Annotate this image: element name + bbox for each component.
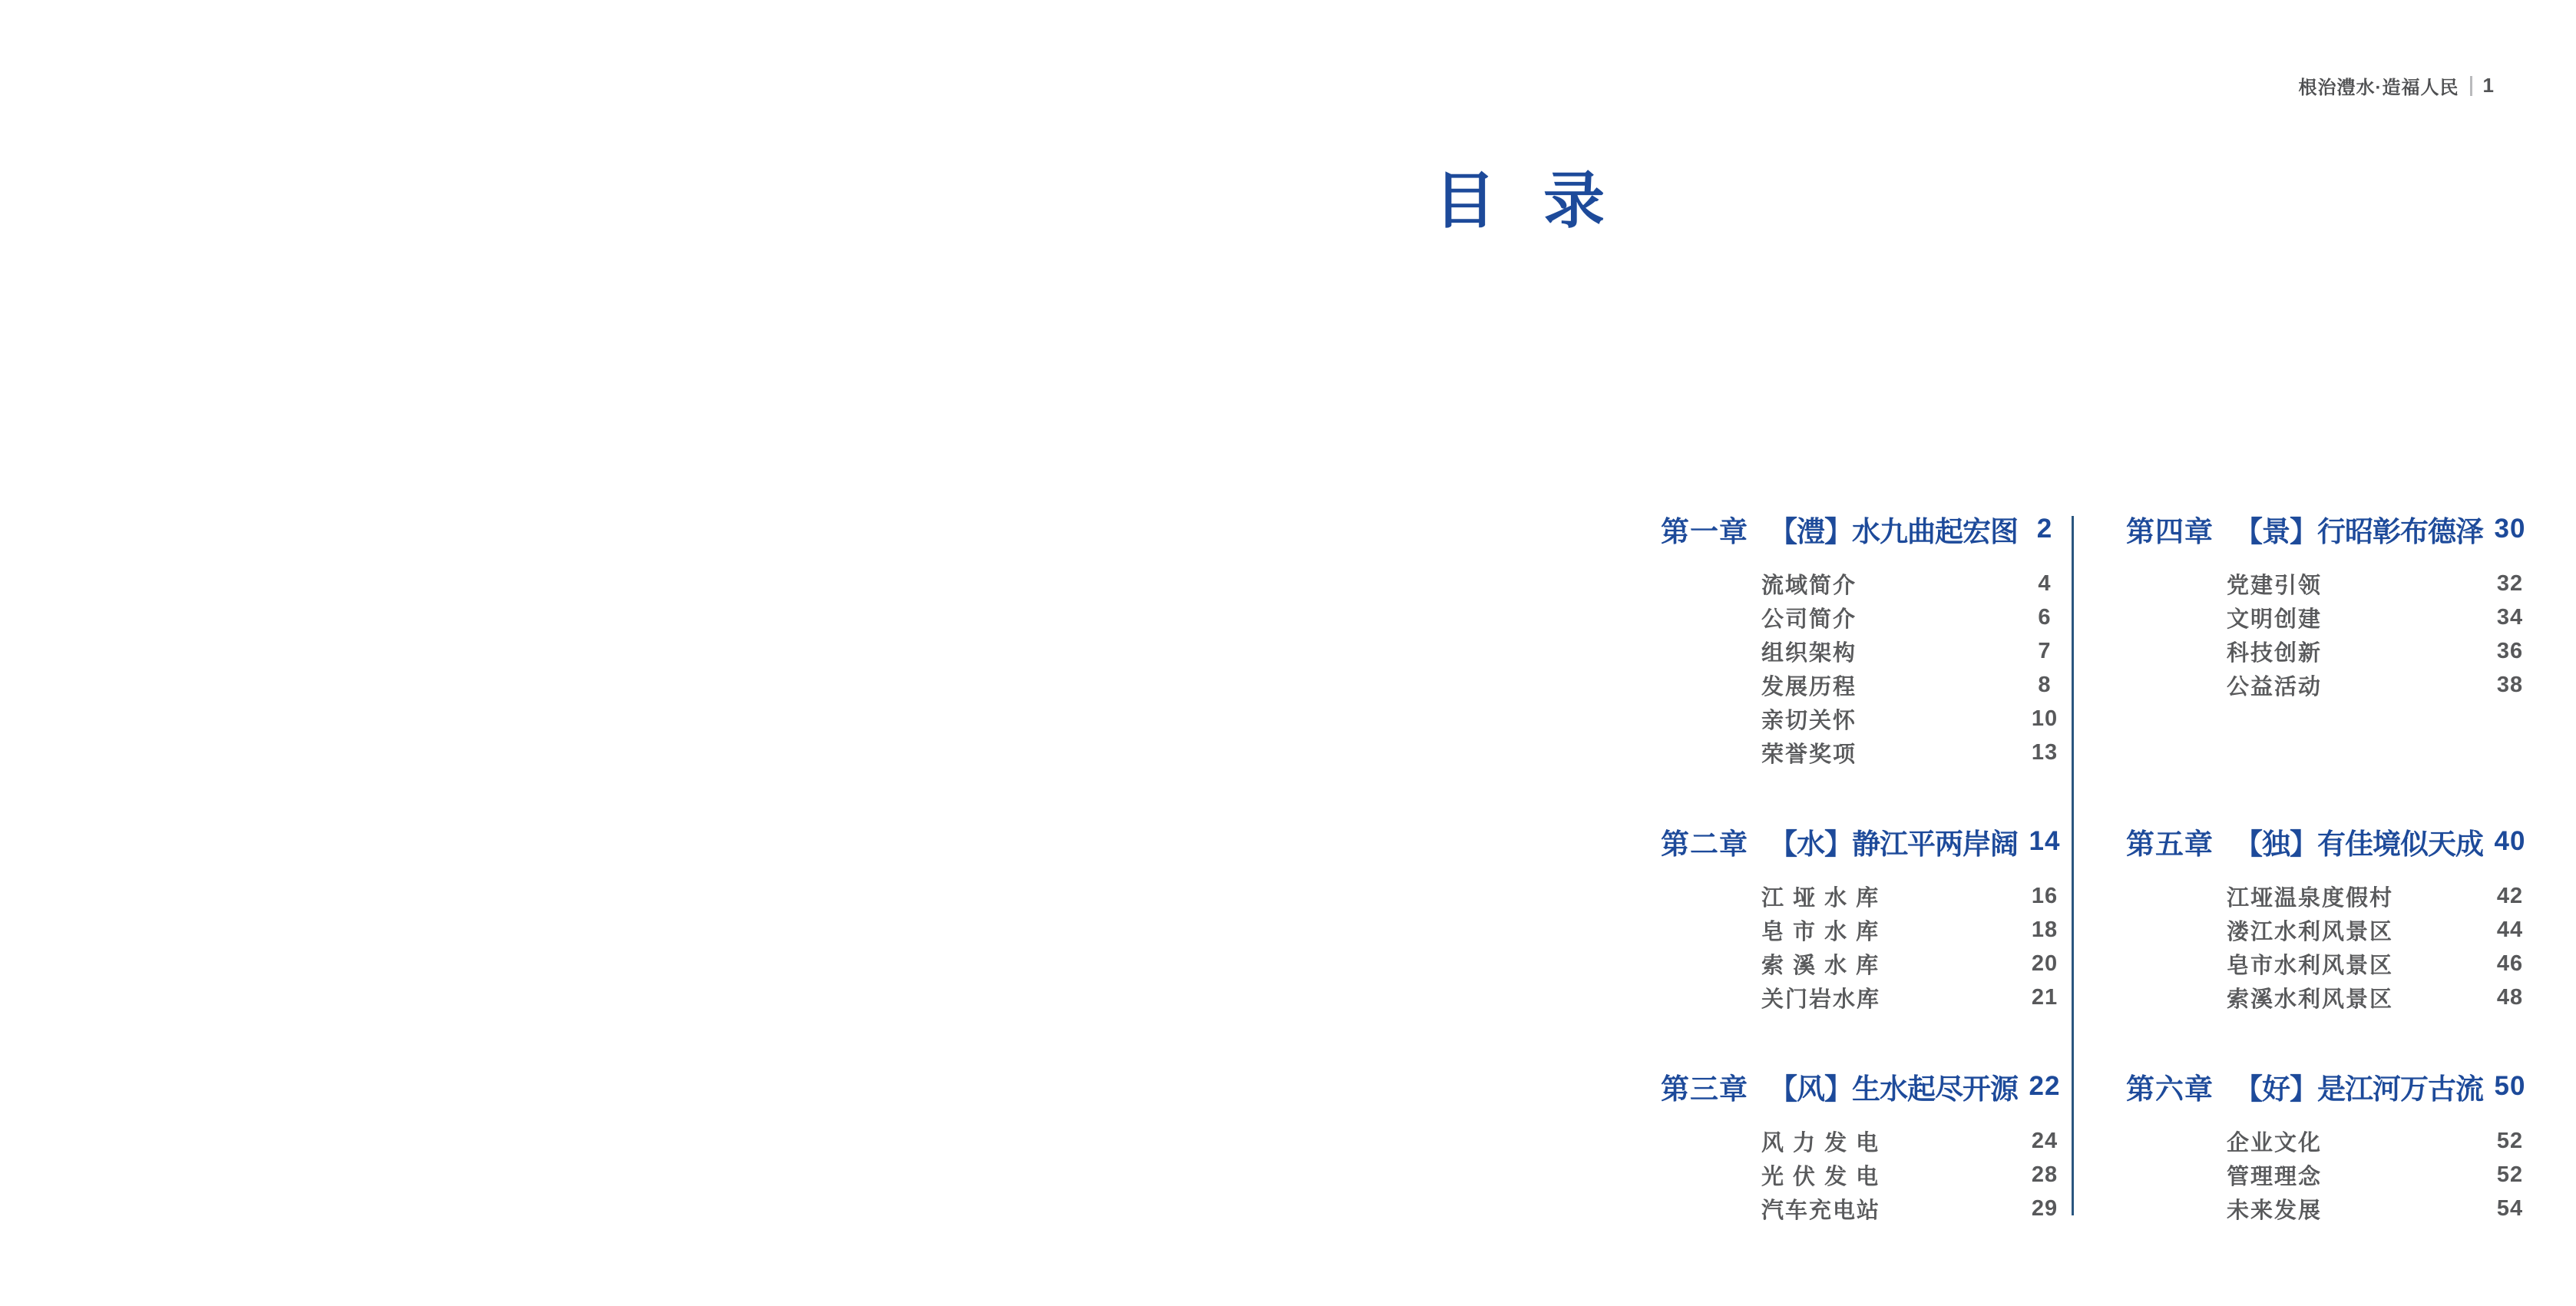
- toc-item[interactable]: [2126, 913, 2537, 947]
- chapter-label: 第六章: [2126, 1073, 2214, 1105]
- item-page-number: 20: [2031, 951, 2058, 976]
- item-label: 江 垭 水 库: [1761, 885, 1880, 911]
- chapter-items: [1661, 1124, 2072, 1225]
- toc-item[interactable]: [2126, 980, 2537, 1014]
- toc-item[interactable]: [1661, 702, 2072, 736]
- chapter-label: 第一章: [1661, 516, 1748, 547]
- toc-item[interactable]: [1661, 600, 2072, 634]
- chapter-title: 【好】是江河万古流: [2234, 1073, 2483, 1105]
- item-label: 未来发展: [2227, 1198, 2323, 1223]
- item-page-number: 52: [2496, 1128, 2524, 1153]
- table-of-contents: [1661, 511, 2526, 1225]
- toc-item[interactable]: [1661, 879, 2072, 913]
- item-label: 江垭温泉度假村: [2227, 885, 2394, 911]
- item-label: 荣誉奖项: [1761, 742, 1857, 767]
- toc-left-column: [1661, 511, 2061, 1225]
- toc-chapter-6: [2126, 1068, 2537, 1225]
- chapter-heading[interactable]: [1661, 511, 2072, 547]
- item-label: 汽车充电站: [1761, 1198, 1881, 1223]
- item-label: 科技创新: [2227, 640, 2323, 666]
- page-title: [1434, 167, 1605, 235]
- item-page-number: 52: [2496, 1162, 2524, 1187]
- item-label: 关门岩水库: [1761, 987, 1881, 1012]
- item-label: 组织架构: [1761, 640, 1857, 666]
- page-title-char: 录: [1543, 167, 1605, 235]
- toc-chapter-3: [1661, 1068, 2072, 1225]
- toc-item[interactable]: [2126, 567, 2537, 600]
- chapter-label: 第三章: [1661, 1073, 1748, 1105]
- toc-right-column: [2126, 511, 2526, 1225]
- toc-item[interactable]: [1661, 980, 2072, 1014]
- chapter-label: 第二章: [1661, 828, 1748, 860]
- item-page-number: 13: [2031, 739, 2058, 765]
- item-page-number: 34: [2496, 604, 2524, 630]
- item-page-number: 46: [2496, 951, 2524, 976]
- item-page-number: 54: [2496, 1195, 2524, 1221]
- item-label: 企业文化: [2227, 1130, 2323, 1156]
- toc-item[interactable]: [2126, 600, 2537, 634]
- item-page-number: 21: [2031, 984, 2058, 1010]
- chapter-page-number: 2: [2036, 514, 2053, 544]
- header-page-number: 1: [2482, 74, 2495, 97]
- chapter-items: [2126, 879, 2537, 1014]
- item-label: 公司简介: [1761, 607, 1857, 632]
- item-page-number: 7: [2038, 638, 2052, 663]
- item-label: 公益活动: [2227, 674, 2323, 699]
- toc-item[interactable]: [1661, 1158, 2072, 1192]
- item-label: 亲切关怀: [1761, 708, 1857, 733]
- chapter-title: 【景】行昭彰布德泽: [2234, 516, 2483, 547]
- toc-item[interactable]: [1661, 736, 2072, 769]
- item-page-number: 32: [2496, 570, 2524, 596]
- item-label: 皂市水利风景区: [2227, 953, 2394, 978]
- chapter-page-number: 30: [2494, 514, 2526, 544]
- chapter-title: 【水】静江平两岸阔: [1769, 828, 2018, 860]
- item-page-number: 18: [2031, 917, 2058, 942]
- toc-item[interactable]: [2126, 668, 2537, 702]
- item-page-number: 38: [2496, 672, 2524, 697]
- chapter-items: [2126, 1124, 2537, 1225]
- item-label: 索溪水利风景区: [2227, 987, 2394, 1012]
- toc-item[interactable]: [1661, 913, 2072, 947]
- toc-item[interactable]: [2126, 879, 2537, 913]
- item-page-number: 6: [2038, 604, 2052, 630]
- item-label: 溇江水利风景区: [2227, 919, 2394, 944]
- toc-item[interactable]: [2126, 1192, 2537, 1225]
- item-label: 发展历程: [1761, 674, 1857, 699]
- toc-item[interactable]: [2126, 1158, 2537, 1192]
- toc-item[interactable]: [2126, 1124, 2537, 1158]
- header-divider: [2470, 76, 2472, 96]
- chapter-label: 第四章: [2126, 516, 2214, 547]
- toc-item[interactable]: [1661, 947, 2072, 980]
- item-page-number: 24: [2031, 1128, 2058, 1153]
- toc-chapter-2: [1661, 823, 2072, 1068]
- item-label: 管理理念: [2227, 1164, 2323, 1189]
- chapter-page-number: 50: [2494, 1071, 2526, 1101]
- item-label: 皂 市 水 库: [1761, 919, 1880, 944]
- chapter-heading[interactable]: [2126, 823, 2537, 860]
- chapter-title: 【独】有佳境似天成: [2234, 828, 2483, 860]
- item-page-number: 4: [2038, 570, 2052, 596]
- item-label: 流域简介: [1761, 573, 1857, 598]
- chapter-heading[interactable]: [1661, 1068, 2072, 1105]
- item-label: 索 溪 水 库: [1761, 953, 1880, 978]
- toc-item[interactable]: [1661, 634, 2072, 668]
- item-page-number: 42: [2496, 883, 2524, 908]
- item-page-number: 48: [2496, 984, 2524, 1010]
- page-header: [2299, 72, 2495, 99]
- toc-chapter-4: [2126, 511, 2537, 823]
- chapter-page-number: 22: [2029, 1071, 2061, 1101]
- chapter-title: 【风】生水起尽开源: [1769, 1073, 2018, 1105]
- chapter-page-number: 14: [2029, 826, 2061, 856]
- chapter-heading[interactable]: [2126, 1068, 2537, 1105]
- chapter-items: [2126, 567, 2537, 702]
- toc-item[interactable]: [1661, 567, 2072, 600]
- item-page-number: 44: [2496, 917, 2524, 942]
- toc-item[interactable]: [2126, 947, 2537, 980]
- item-label: 党建引领: [2227, 573, 2323, 598]
- header-slogan: 根治澧水·造福人民: [2298, 78, 2459, 98]
- chapter-items: [1661, 879, 2072, 1014]
- toc-item[interactable]: [1661, 1192, 2072, 1225]
- chapter-heading[interactable]: [1661, 823, 2072, 860]
- toc-chapter-1: [1661, 511, 2072, 823]
- item-page-number: 10: [2031, 706, 2058, 731]
- chapter-label: 第五章: [2126, 828, 2214, 860]
- toc-chapter-5: [2126, 823, 2537, 1068]
- item-page-number: 8: [2038, 672, 2052, 697]
- item-label: 光 伏 发 电: [1761, 1164, 1880, 1189]
- chapter-title: 【澧】水九曲起宏图: [1769, 516, 2018, 547]
- chapter-items: [1661, 567, 2072, 769]
- page-title-char: 目: [1434, 167, 1496, 235]
- item-page-number: 16: [2031, 883, 2058, 908]
- toc-item[interactable]: [2126, 634, 2537, 668]
- item-page-number: 36: [2496, 638, 2524, 663]
- chapter-heading[interactable]: [2126, 511, 2537, 547]
- toc-item[interactable]: [1661, 668, 2072, 702]
- chapter-page-number: 40: [2494, 826, 2526, 856]
- toc-item[interactable]: [1661, 1124, 2072, 1158]
- item-page-number: 29: [2031, 1195, 2058, 1221]
- item-label: 风 力 发 电: [1761, 1130, 1880, 1156]
- item-page-number: 28: [2031, 1162, 2058, 1187]
- item-label: 文明创建: [2227, 607, 2323, 632]
